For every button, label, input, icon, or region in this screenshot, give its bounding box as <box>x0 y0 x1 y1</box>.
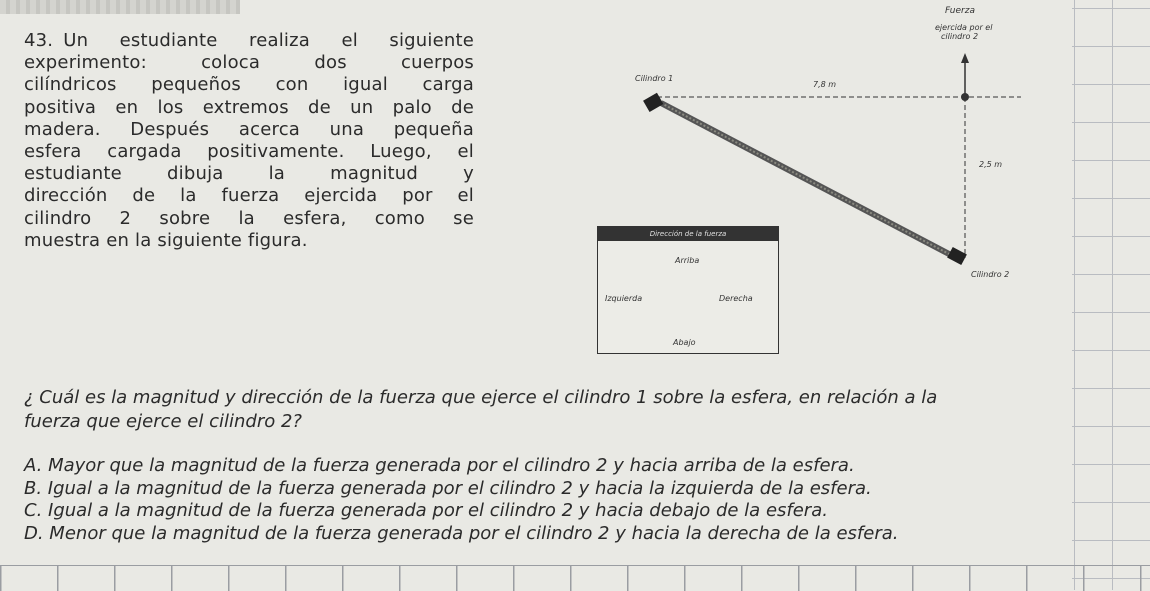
intro-line: cilindro 2 sobre la esfera, como se <box>24 207 474 229</box>
option-b[interactable]: B. Igual a la magnitud de la fuerza generada por el cilindro 2 y hacia la izquierda de la esfera. <box>24 477 872 499</box>
force-sublabel: cilindro 2 <box>941 32 979 41</box>
notebook-grid <box>1072 0 1150 590</box>
direction-legend <box>597 226 779 354</box>
intro-line: muestra en la siguiente figura. <box>24 229 308 251</box>
legend-left-label: Izquierda <box>605 294 643 303</box>
intro-line: cilíndricos pequeños con igual carga <box>24 74 474 96</box>
question-intro <box>24 30 474 252</box>
legend-right-label: Derecha <box>719 294 753 303</box>
sphere <box>961 93 969 101</box>
force-diagram <box>585 0 1055 365</box>
question-line: ¿ Cuál es la magnitud y dirección de la fuerza que ejerce el cilindro 1 sobre la esfera, en relación a la <box>24 387 938 408</box>
top-edge-strip <box>0 0 240 14</box>
option-a[interactable]: A. Mayor que la magnitud de la fuerza generada por el cilindro 2 y hacia arriba de la esfera. <box>24 455 855 476</box>
force-sublabel: ejercida por el <box>935 23 993 32</box>
force-label: Fuerza <box>945 6 975 16</box>
question-line: fuerza que ejerce el cilindro 2? <box>24 411 302 432</box>
cylinder-1-label: Cilindro 1 <box>635 74 674 83</box>
intro-line: 43. Un estudiante realiza el siguiente <box>24 30 474 51</box>
intro-line: madera. Después acerca una pequeña <box>24 118 474 140</box>
intro-line: experimento: coloca dos cuerpos <box>24 52 474 74</box>
question-number: 43. <box>24 30 54 51</box>
legend-up-label: Arriba <box>675 256 700 265</box>
intro-line: positiva en los extremos de un palo de <box>24 96 474 118</box>
legend-down-label: Abajo <box>673 338 696 347</box>
intro-line: esfera cargada positivamente. Luego, el <box>24 141 474 163</box>
legend-title: Dirección de la fuerza <box>598 227 778 241</box>
notebook-bottom-lines <box>0 565 1150 591</box>
question-text <box>24 386 1064 434</box>
cylinder-2-label: Cilindro 2 <box>971 270 1010 279</box>
cylinder-2-shape <box>947 247 967 265</box>
answer-options <box>24 455 1064 545</box>
option-d[interactable]: D. Menor que la magnitud de la fuerza generada por el cilindro 2 y hacia la derecha de la esfera. <box>24 522 899 544</box>
intro-line: dirección de la fuerza ejercida por el <box>24 185 474 207</box>
cylinder-1-shape <box>643 93 663 112</box>
distance-horizontal-label: 7,8 m <box>813 80 837 89</box>
force-arrow-head <box>961 53 969 63</box>
intro-line: estudiante dibuja la magnitud y <box>24 163 474 185</box>
option-c[interactable]: C. Igual a la magnitud de la fuerza generada por el cilindro 2 y hacia debajo de la esfera. <box>24 500 828 521</box>
distance-vertical-label: 2,5 m <box>979 160 1003 169</box>
